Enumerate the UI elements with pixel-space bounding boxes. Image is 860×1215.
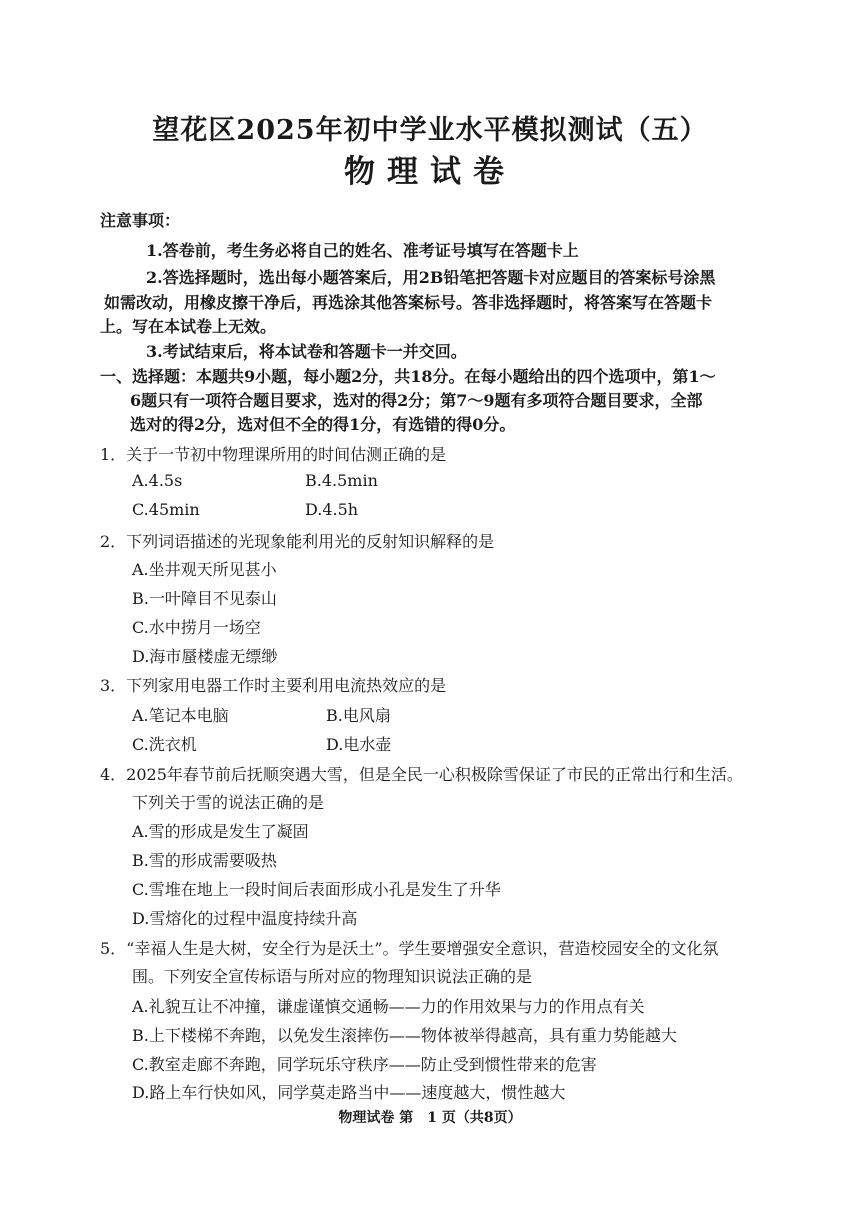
page-footer: 物理试卷 第 1 页（共8页） <box>338 1110 522 1126</box>
question-4-option-d: D.雪熔化的过程中温度持续升高 <box>132 909 358 928</box>
question-3-option-b: B.电风扇 <box>326 706 391 725</box>
notice-line-3: 3.考试结束后，将本试卷和答题卡一并交回。 <box>146 342 467 361</box>
question-2-option-a: A.坐井观天所见甚小 <box>132 560 277 579</box>
question-5-option-a: A.礼貌互让不冲撞，谦虚谨慎交通畅——力的作用效果与力的作用点有关 <box>132 997 645 1016</box>
question-4-stem: 4．2025年春节前后抚顺突遇大雪，但是全民一心积极除雪保证了市民的正常出行和生活。 <box>100 765 743 784</box>
question-3-option-c: C.洗衣机 <box>132 735 197 754</box>
question-3-option-a: A.笔记本电脑 <box>132 706 229 725</box>
question-5-option-c: C.教室走廊不奔跑，同学玩乐守秩序——防止受到惯性带来的危害 <box>132 1055 597 1074</box>
question-1-stem: 1．关于一节初中物理课所用的时间估测正确的是 <box>100 445 447 464</box>
question-5-option-d: D.路上车行快如风，同学莫走路当中——速度越大，惯性越大 <box>132 1083 566 1102</box>
question-4-stem-2: 下列关于雪的说法正确的是 <box>132 793 325 812</box>
notice-heading: 注意事项： <box>100 211 181 230</box>
question-2-option-c: C.水中捞月一场空 <box>132 618 261 637</box>
question-2-stem: 2．下列词语描述的光现象能利用光的反射知识解释的是 <box>100 532 495 551</box>
question-4-option-b: B.雪的形成需要吸热 <box>132 851 277 870</box>
question-5-stem-2: 围。下列安全宣传标语与所对应的物理知识说法正确的是 <box>132 967 533 986</box>
question-5-stem: 5．“幸福人生是大树，安全行为是沃土”。学生要增强安全意识，营造校园安全的文化氛 <box>100 939 719 958</box>
question-2-option-b: B.一叶障目不见泰山 <box>132 589 277 608</box>
question-4-option-a: A.雪的形成是发生了凝固 <box>132 822 309 841</box>
section-1-line-1: 一、选择题：本题共9小题，每小题2分，共18分。在每小题给出的四个选项中，第1～ <box>100 367 716 386</box>
exam-subtitle: 物理试卷 <box>344 154 516 190</box>
question-3-option-d: D.电水壶 <box>326 735 392 754</box>
question-1-option-c: C.45min <box>132 500 200 519</box>
question-5-option-b: B.上下楼梯不奔跑，以免发生滚摔伤——物体被举得越高，具有重力势能越大 <box>132 1026 677 1045</box>
notice-line-2a: 2.答选择题时，选出每小题答案后，用2B铅笔把答题卡对应题目的答案标号涂黑 <box>146 268 716 287</box>
notice-line-2b: 如需改动，用橡皮擦干净后，再选涂其他答案标号。答非选择题时，将答案写在答题卡 <box>104 293 713 312</box>
question-1-option-b: B.4.5min <box>305 471 378 490</box>
exam-title: 望花区2025年初中学业水平模拟测试（五） <box>152 115 708 146</box>
question-1-option-a: A.4.5s <box>132 471 183 490</box>
notice-line-1: 1.答卷前，考生务必将自己的姓名、准考证号填写在答题卡上 <box>146 241 579 260</box>
notice-line-2c: 上。写在本试卷上无效。 <box>100 317 277 336</box>
section-1-line-2: 6题只有一项符合题目要求，选对的得2分；第7～9题有多项符合题目要求，全部 <box>130 391 703 410</box>
question-3-stem: 3．下列家用电器工作时主要利用电流热效应的是 <box>100 676 447 695</box>
question-1-option-d: D.4.5h <box>305 500 359 519</box>
question-2-option-d: D.海市蜃楼虚无缥缈 <box>132 647 278 666</box>
section-1-line-3: 选对的得2分，选对但不全的得1分，有选错的得0分。 <box>130 415 516 434</box>
question-4-option-c: C.雪堆在地上一段时间后表面形成小孔是发生了升华 <box>132 880 501 899</box>
